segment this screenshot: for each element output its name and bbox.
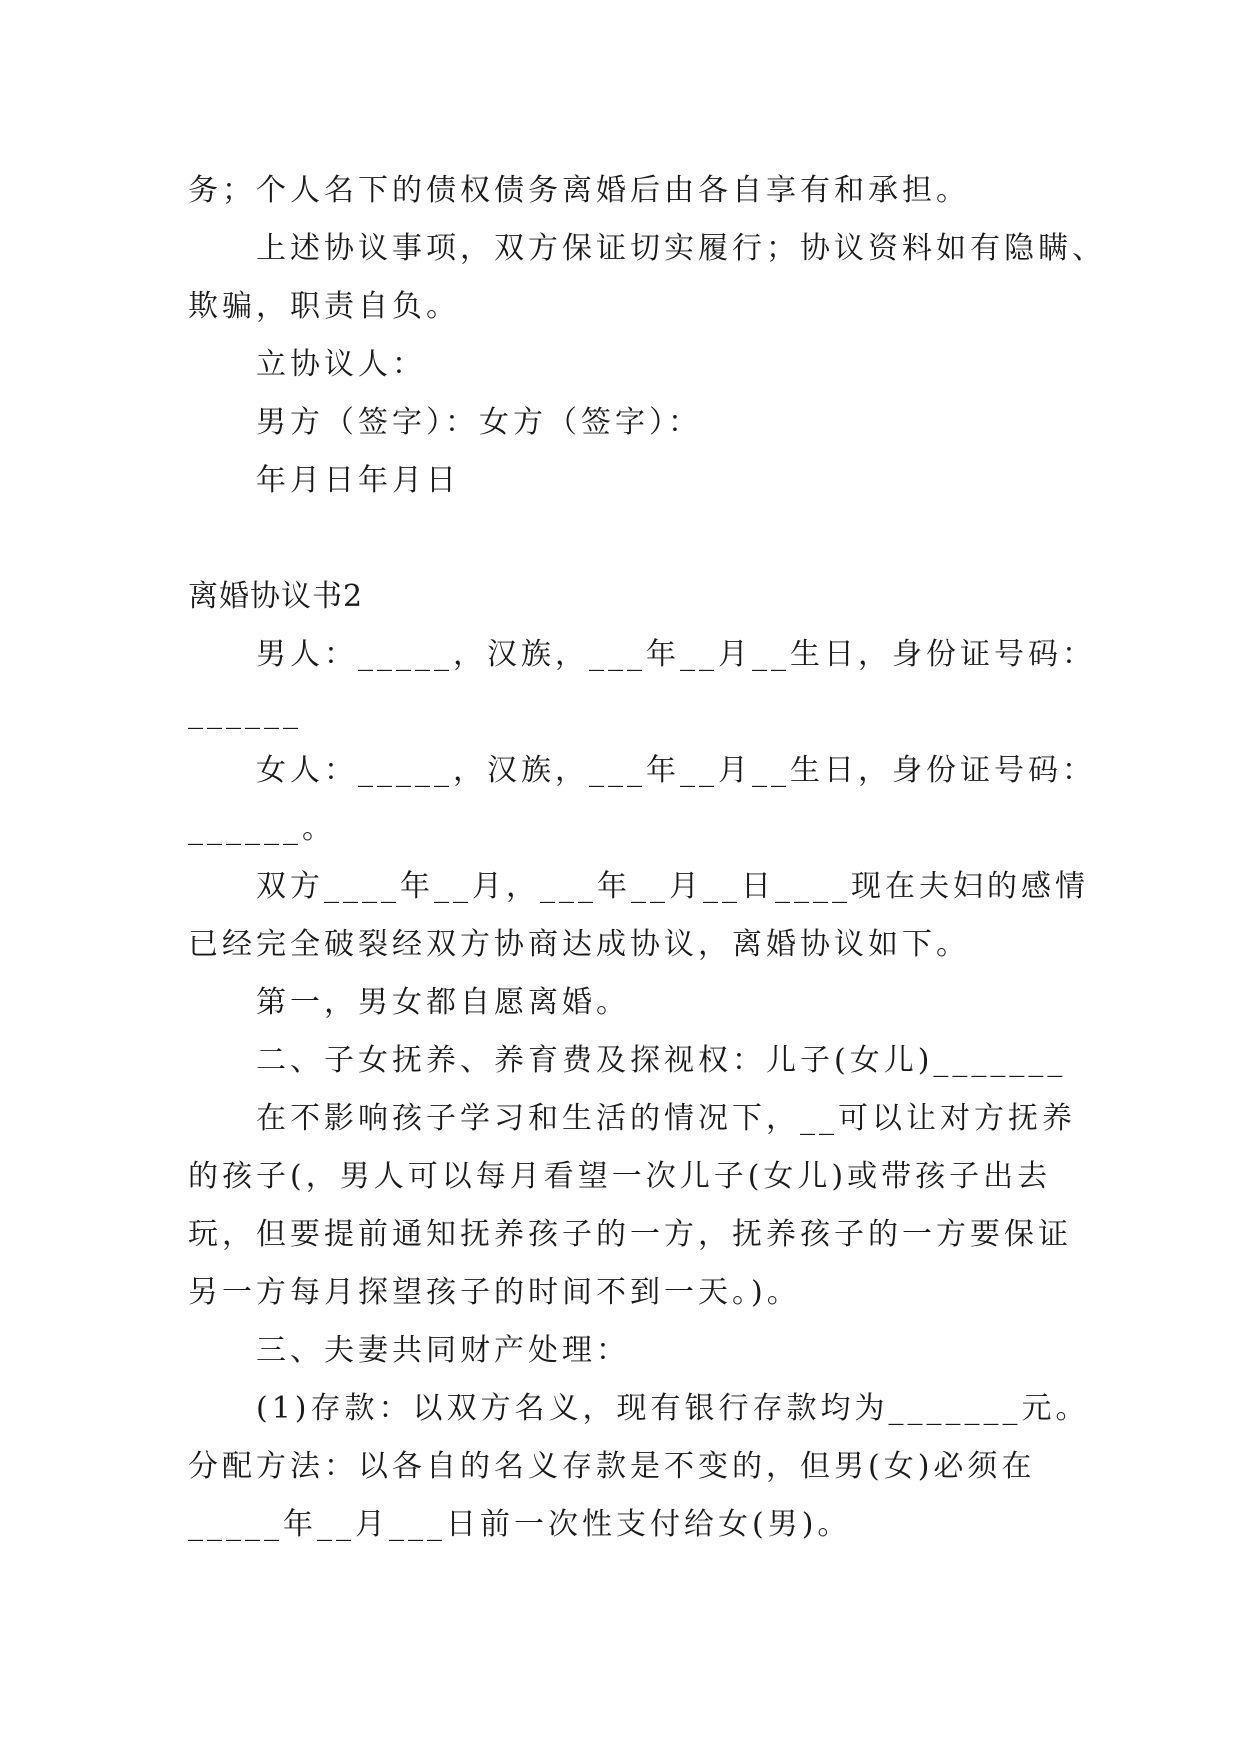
- paragraph-line: 务；个人名下的债权债务离婚后由各自享有和承担。: [188, 173, 970, 208]
- date-line: 年月日年月日: [256, 463, 460, 498]
- paragraph-line: (1)存款：以双方名义，现有银行存款均为_______元。: [256, 1391, 1090, 1426]
- paragraph-line: 另一方每月探望孩子的时间不到一天。)。: [188, 1275, 801, 1310]
- paragraph-line: ______: [188, 695, 302, 730]
- paragraph-line: 二、子女抚养、养育费及探视权：儿子(女儿)_______: [256, 1043, 1067, 1078]
- paragraph-line: 第一，男女都自愿离婚。: [256, 985, 630, 1020]
- paragraph-line: 女人：_____，汉族，___年__月__生日，身份证号码：: [256, 753, 1096, 788]
- paragraph-line: 分配方法：以各自的名义存款是不变的，但男(女)必须在: [188, 1449, 1036, 1484]
- paragraph-line: 上述协议事项，双方保证切实履行；协议资料如有隐瞒、: [256, 231, 1106, 266]
- paragraph-line: 在不影响孩子学习和生活的情况下，__可以让对方抚养: [256, 1101, 1076, 1136]
- signatory-label: 立协议人：: [256, 347, 426, 382]
- paragraph-line: 三、夫妻共同财产处理：: [256, 1333, 630, 1368]
- paragraph-line: ______。: [188, 811, 336, 846]
- paragraph-line: 双方____年__月，___年__月__日____现在夫妇的感情: [256, 869, 1089, 904]
- paragraph-line: 男人：_____，汉族，___年__月__生日，身份证号码：: [256, 637, 1096, 672]
- paragraph-line: _____年__月___日前一次性支付给女(男)。: [188, 1507, 852, 1542]
- document-body: [188, 162, 1106, 1554]
- paragraph-line: 欺骗，职责自负。: [188, 289, 460, 324]
- paragraph-line: 玩，但要提前通知抚养孩子的一方，抚养孩子的一方要保证: [188, 1217, 1072, 1252]
- section-title: 离婚协议书2: [188, 579, 364, 614]
- paragraph-line: 的孩子(，男人可以每月看望一次儿子(女儿)或带孩子出去: [188, 1159, 1052, 1194]
- section-gap: [188, 510, 1068, 568]
- paragraph-line: 已经完全破裂经双方协商达成协议，离婚协议如下。: [188, 927, 970, 962]
- signature-line: 男方（签字）：女方（签字）：: [256, 405, 702, 440]
